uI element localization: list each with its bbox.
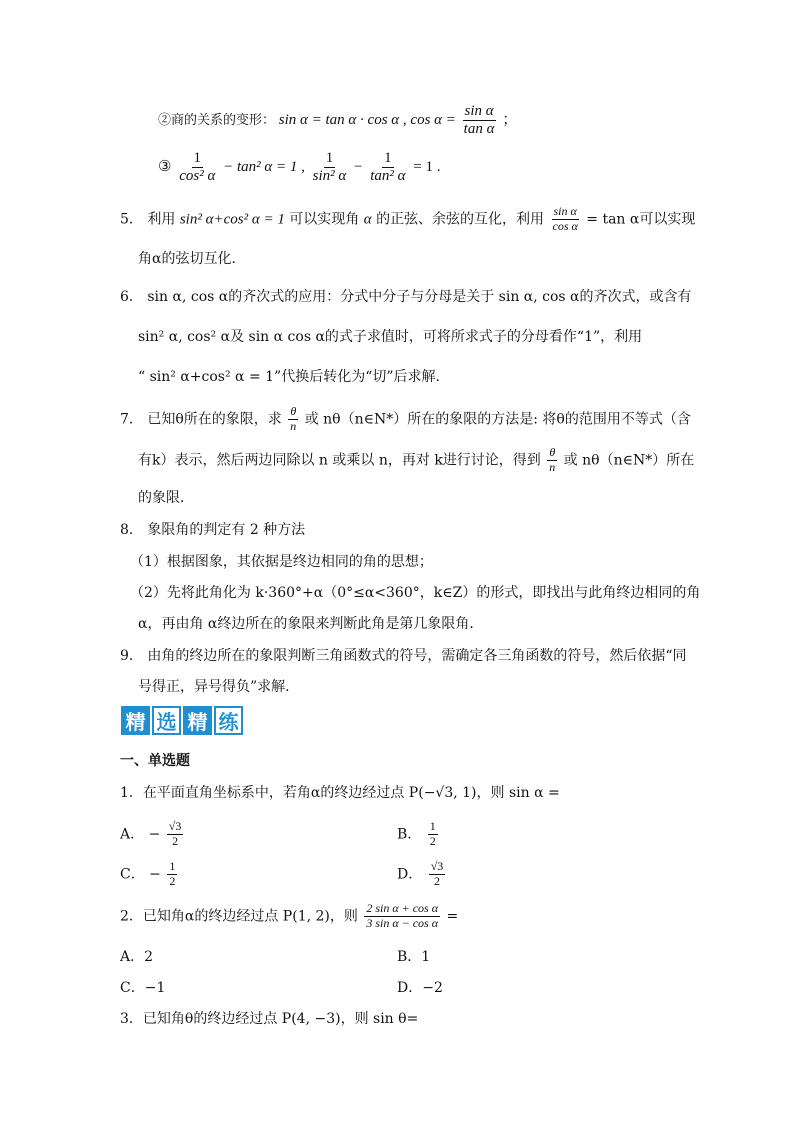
option-c-num: 1: [169, 859, 176, 873]
point-7-text-b: 或 nθ（n∈N*）所在的象限的方法是: 将θ的范围用不等式（含: [304, 411, 691, 428]
option-c-den: 2: [169, 873, 176, 888]
point-7-line-2: [138, 446, 694, 475]
question-2-stem: [120, 902, 458, 931]
formula-3-end: = 1 .: [413, 159, 441, 176]
point-8-line-4: α，再由角 α终边所在的象限来判断此角是第几象限角．: [138, 616, 484, 632]
point-8-text-1: 象限角的判定有 2 种方法: [147, 522, 306, 538]
formula-2-fraction: [462, 103, 497, 139]
option-a-den: 2: [172, 833, 179, 848]
formula-quotient: [158, 103, 517, 139]
point-7-text-c: 有k）表示，然后两边同除以 n 或乘以 n，再对 k进行讨论，得到: [138, 452, 541, 469]
question-1-option-b[interactable]: [397, 820, 440, 849]
point-5-line-1: [120, 205, 695, 234]
question-2-option-b[interactable]: B．1: [397, 949, 431, 965]
question-2-eq: =: [446, 908, 459, 925]
formula-3-label: ③: [158, 159, 172, 176]
option-a-label: A．: [120, 826, 145, 843]
option-a-sign: −: [148, 826, 161, 843]
point-9-number: 9．: [120, 648, 143, 664]
question-2-num: 2 sin α + cos α: [366, 901, 439, 915]
option-c-label: C．: [120, 866, 145, 883]
point-5-num: sin α: [553, 204, 577, 218]
point-6-number: 6．: [120, 289, 143, 305]
formula-squares: [158, 150, 441, 186]
badge-char-1: 精: [121, 706, 150, 735]
point-8-line-1: [120, 519, 305, 539]
point-8-line-2: （1）根据图象，其依据是终边相同的角的思想；: [130, 554, 433, 570]
option-d-num: √3: [430, 859, 444, 873]
question-1-option-c[interactable]: [120, 860, 179, 889]
question-1-option-d[interactable]: [397, 860, 447, 889]
option-d-label: D．: [397, 866, 423, 883]
point-5-line-2: 角α的弦切互化．: [138, 251, 246, 267]
formula-3-den3: tan² α: [370, 168, 406, 185]
point-5-text-b: 可以实现角: [289, 211, 360, 228]
point-5-text-e: = tan α可以实现: [586, 211, 696, 228]
point-7-den: n: [290, 418, 297, 433]
point-7-num: θ: [290, 404, 297, 418]
point-5-den: cos α: [552, 218, 578, 233]
question-2-option-c[interactable]: C．−1: [120, 980, 166, 996]
point-7-line-1: [120, 405, 691, 434]
point-5-identity: sin² α+cos² α = 1: [179, 211, 285, 228]
badge-char-2: 选: [152, 706, 181, 735]
formula-3-den2: sin² α: [312, 168, 347, 185]
point-5-text-d: 的正弦、余弦的互化，利用: [376, 211, 545, 228]
badge-char-4: 练: [214, 706, 243, 735]
question-1-stem: 1．在平面直角坐标系中，若角α的终边经过点 P(−√3, 1)，则 sin α =: [120, 785, 560, 801]
point-9-line-1: [120, 645, 687, 665]
question-2-option-d[interactable]: D．−2: [397, 980, 443, 996]
section-title: 一、单选题: [120, 753, 190, 769]
formula-2-end: ；: [502, 112, 518, 129]
point-7-den-2: n: [549, 459, 556, 474]
formula-2-label: ②商的关系的变形：: [158, 113, 276, 129]
question-1-option-a[interactable]: [120, 820, 185, 849]
option-d-den: 2: [433, 873, 440, 888]
question-3-stem: 3．已知角θ的终边经过点 P(4, −3)，则 sin θ=: [120, 1011, 419, 1027]
point-7-text-a: 已知θ所在的象限，求: [147, 411, 282, 428]
formula-3-num1: 1: [192, 150, 204, 168]
formula-3-mid: − tan² α = 1 ,: [223, 159, 305, 176]
point-7-line-3: 的象限．: [138, 490, 194, 506]
badge-char-3: 精: [183, 706, 212, 735]
point-6-line-1: [120, 286, 692, 306]
formula-2-den: tan α: [463, 121, 495, 138]
point-6-line-3: “ sin² α+cos² α = 1”代换后转化为“切”后求解.: [138, 369, 440, 385]
formula-3-num2: 1: [324, 150, 336, 168]
option-c-sign: −: [149, 866, 161, 883]
option-b-den: 2: [429, 833, 436, 848]
formula-3-minus: −: [354, 159, 363, 176]
option-a-num: √3: [168, 819, 182, 833]
point-6-line-2: sin² α, cos² α及 sin α cos α的式子求值时，可将所求式子的分母看作“1”，利用: [138, 329, 643, 345]
point-5-alpha: α: [363, 211, 372, 228]
point-7-num-2: θ: [549, 445, 556, 459]
formula-2-num: sin α: [463, 103, 496, 121]
practice-badge: [121, 706, 243, 735]
point-8-number: 8．: [120, 522, 143, 538]
formula-3-num3: 1: [382, 150, 394, 168]
point-7-text-d: 或 nθ（n∈N*）所在: [563, 452, 695, 469]
point-6-text-1: sin α, cos α的齐次式的应用：分式中分子与分母是关于 sin α, cos α的齐次式，或含有: [147, 289, 692, 305]
point-9-text-1: 由角的终边所在的象限判断三角函数式的符号，需确定各三角函数的符号，然后依据“同: [147, 648, 687, 664]
point-9-line-2: 号得正，异号得负”求解.: [138, 679, 290, 695]
formula-2-expr: sin α = tan α · cos α , cos α =: [278, 112, 456, 129]
point-5-number: 5．: [120, 211, 143, 228]
point-7-number: 7．: [120, 411, 143, 428]
point-8-line-3: （2）先将此角化为 k·360°+α（0°≤α<360°，k∈Z）的形式，即找出与此角终边相同的角: [130, 585, 701, 601]
question-2-option-a[interactable]: A．2: [120, 949, 154, 965]
point-5-text-a: 利用: [147, 211, 176, 228]
question-2-den: 3 sin α − cos α: [366, 915, 439, 930]
option-b-num: 1: [429, 819, 436, 833]
question-2-text: 2．已知角α的终边经过点 P(1, 2)，则: [120, 908, 358, 925]
option-b-label: B．: [397, 826, 422, 843]
formula-3-den1: cos² α: [179, 168, 216, 185]
